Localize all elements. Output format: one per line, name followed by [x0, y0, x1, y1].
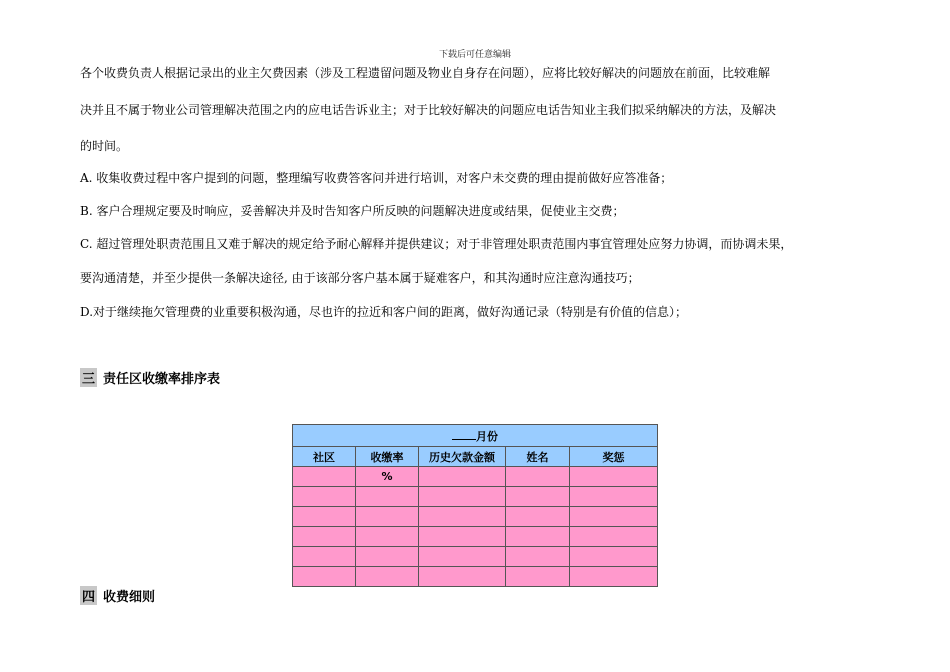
paragraph-line-3: 的时间。: [80, 139, 129, 153]
paragraph-line-2: 决并且不属于物业公司管理解决范围之内的应电话告诉业主；对于比较好解决的问题应电话告知业主我们拟采纳解决的方法，及解决: [80, 103, 777, 117]
table-cell: [419, 567, 506, 587]
table-cell: [293, 567, 356, 587]
table-cell: [506, 527, 570, 547]
table-cell: [570, 507, 658, 527]
page-header: 下载后可任意编辑: [438, 50, 511, 60]
table-cell: [570, 467, 658, 487]
table-cell: [356, 527, 419, 547]
section-3-title: 责任区收缴率排序表: [103, 372, 221, 387]
table-cell: [419, 487, 506, 507]
item-c-line-2: 要沟通清楚，并至少提供一条解决途径, 由于该部分客户基本属于疑难客户，和其沟通时应注意沟通技巧；: [80, 271, 640, 285]
table-cell: [506, 567, 570, 587]
section-4-title: 收费细则: [103, 590, 156, 605]
section-3-number: 三: [80, 368, 97, 387]
paragraph-line-1: 各个收费负责人根据记录出的业主欠费因素（涉及工程遗留问题及物业自身存在问题），应将比较好解决的问题放在前面，比较难解: [80, 66, 771, 80]
header-name: 姓名: [506, 447, 570, 467]
table-row: [293, 527, 658, 547]
header-reward-penalty: 奖惩: [570, 447, 658, 467]
table-cell: [570, 547, 658, 567]
item-d: D.对于继续拖欠管理费的业重要积极沟通，尽也许的拉近和客户间的距离，做好沟通记录（特别是有价值的信息）；: [80, 305, 688, 319]
table-row: [293, 487, 658, 507]
section-4-number: 四: [80, 586, 97, 605]
rate-cell: %: [356, 467, 419, 487]
table-row: [293, 547, 658, 567]
table-cell: [419, 467, 506, 487]
section-4-heading: [80, 586, 155, 605]
table-cell: [419, 507, 506, 527]
table-cell: [419, 547, 506, 567]
table-cell: [293, 527, 356, 547]
header-arrears-amount: 历史欠款金额: [419, 447, 506, 467]
table-row: [293, 467, 658, 487]
table-cell: [570, 527, 658, 547]
table-cell: [356, 547, 419, 567]
table-cell: [506, 507, 570, 527]
table-row: [293, 567, 658, 587]
table-title: [293, 425, 658, 447]
month-blank: [452, 429, 476, 440]
table-cell: [356, 487, 419, 507]
table-cell: [293, 487, 356, 507]
table-cell: [419, 527, 506, 547]
table-title-text: 月份: [476, 429, 498, 443]
table-cell: [570, 567, 658, 587]
table-cell: [506, 487, 570, 507]
item-c-line-1: C. 超过管理处职责范围且又难于解决的规定给予耐心解释并提供建议；对于非管理处职责范围内事宜管理处应努力协调，而协调未果，: [80, 237, 793, 251]
item-b: B. 客户合理规定要及时响应，妥善解决并及时告知客户所反映的问题解决进度或结果，促使业主交费；: [80, 204, 625, 218]
table-cell: [356, 507, 419, 527]
item-a: A. 收集收费过程中客户提到的问题，整理编写收费答客问并进行培训，对客户未交费的理由提前做好应答准备；: [80, 171, 673, 185]
table-cell: [293, 507, 356, 527]
header-community: 社区: [293, 447, 356, 467]
table-row: [293, 507, 658, 527]
table-cell: [570, 487, 658, 507]
table-cell: [293, 547, 356, 567]
ranking-table: [292, 424, 658, 587]
table-cell: [506, 467, 570, 487]
section-3-heading: [80, 368, 220, 387]
table-cell: [356, 567, 419, 587]
table-cell: [506, 547, 570, 567]
header-collection-rate: 收缴率: [356, 447, 419, 467]
table-cell: [293, 467, 356, 487]
